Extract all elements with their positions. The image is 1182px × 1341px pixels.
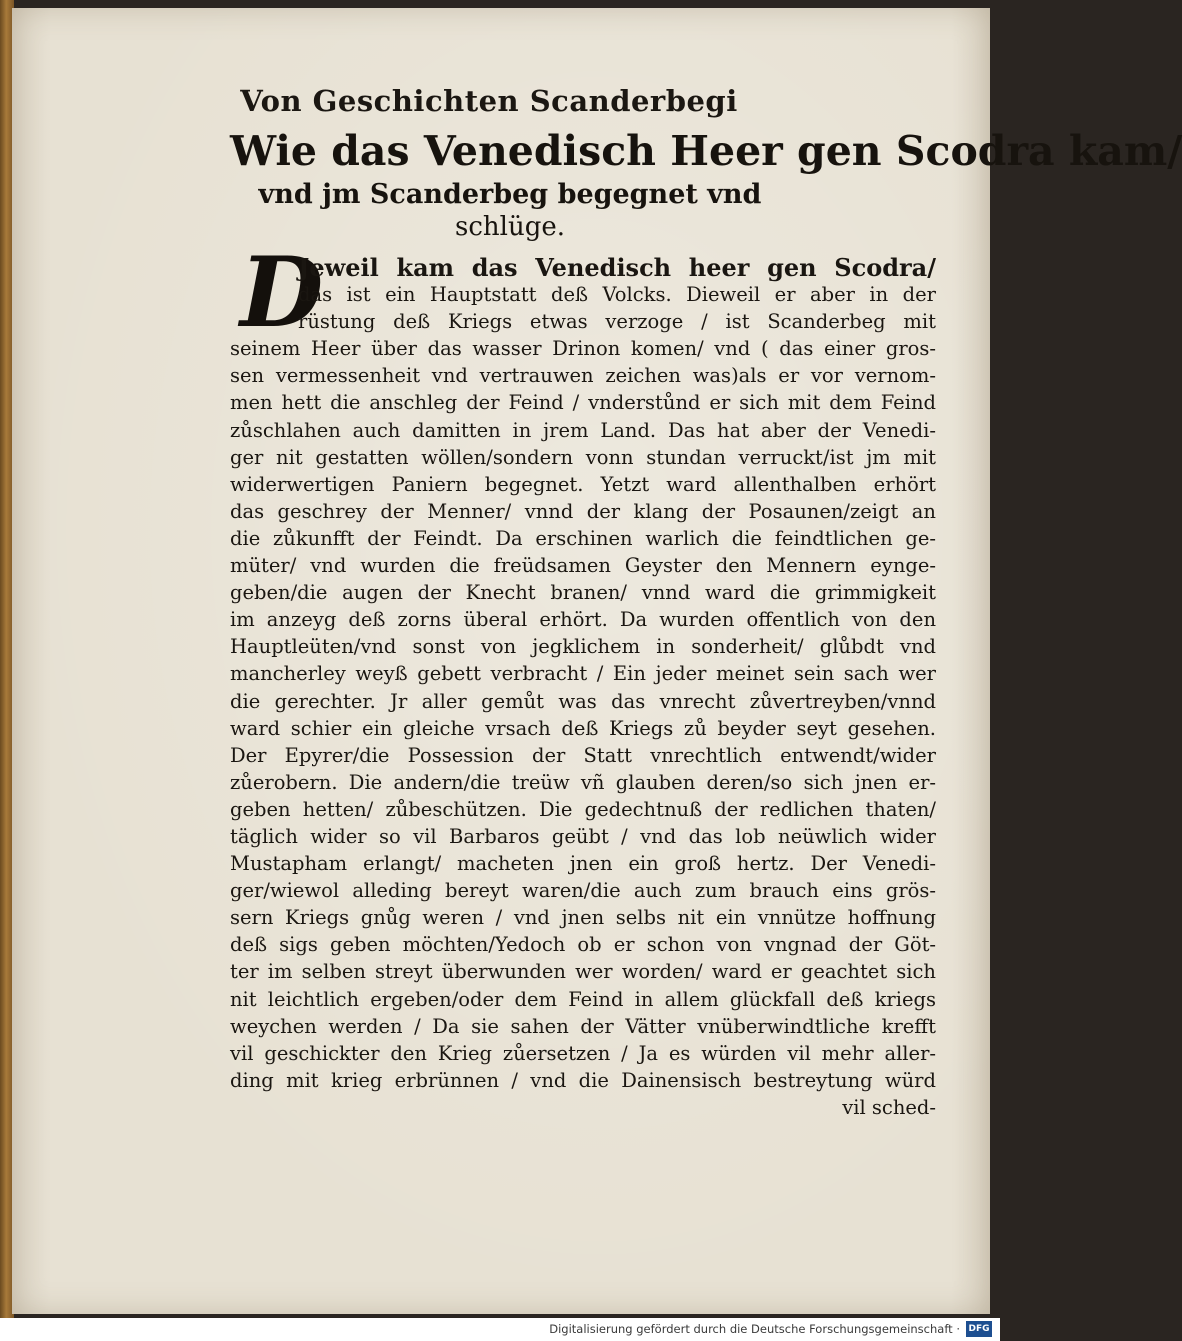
body-line: Jeweil kam das Venedisch heer gen Scodra/ <box>298 253 936 282</box>
body-line: vil geschickter den Krieg zůersetzen / Ja es würden vil mehr aller- <box>230 1041 936 1065</box>
body-line: die zůkunfft der Feindt. Da erschinen warlich die feindtlichen ge- <box>230 526 936 550</box>
body-line: ger nit gestatten wöllen/sondern vonn stundan verruckt/ist jm mit <box>230 445 936 469</box>
body-line: Der Epyrer/die Possession der Statt vnrechtlich entwendt/wider <box>230 743 936 767</box>
body-line: sern Kriegs gnůg weren / vnd jnen selbs nit ein vnnütze hoffnung <box>230 906 936 930</box>
footer-bar <box>0 1318 1000 1341</box>
body-line: täglich wider so vil Barbaros geübt / vnd das lob neüwlich wider <box>230 824 936 848</box>
body-line: mancherley weyß gebett verbracht / Ein jeder meinet sein sach wer <box>230 662 936 686</box>
body-line: das ist ein Hauptstatt deß Volcks. Dieweil er aber in der <box>298 283 936 307</box>
body-line: ter im selben streyt überwunden wer worden/ ward er geachtet sich <box>230 960 936 984</box>
body-line: zůschlahen auch damitten in jrem Land. Das hat aber der Venedi- <box>230 418 936 442</box>
body-line: ward schier ein gleiche vrsach deß Kriegs zů beyder seyt gesehen. <box>230 716 936 740</box>
body-line: im anzeyg deß zorns überal erhört. Da wurden offentlich von den <box>230 608 936 632</box>
body-line: weychen werden / Da sie sahen der Vätter vnüberwindtliche krefft <box>230 1014 936 1038</box>
body-line: geben hetten/ zůbeschützen. Die gedechtnuß der redlichen thaten/ <box>230 797 936 821</box>
body-line: geben/die augen der Knecht branen/ vnnd ward die grimmigkeit <box>230 581 936 605</box>
footer-credit: Digitalisierung gefördert durch die Deutsche Forschungsgemeinschaft · <box>549 1322 960 1336</box>
running-head: Von Geschichten Scanderbegi <box>240 84 738 118</box>
dfg-logo-icon: DFG <box>966 1321 992 1337</box>
body-line: seinem Heer über das wasser Drinon komen/ vnd ( das einer gros- <box>230 337 936 361</box>
body-line: deß sigs geben möchten/Yedoch ob er schon von vngnad der Göt- <box>230 933 936 957</box>
body-line: widerwertigen Paniern begegnet. Yetzt ward allenthalben erhört <box>230 472 936 496</box>
body-line: ger/wiewol alleding bereyt waren/die auch zum brauch eins grös- <box>230 879 936 903</box>
chapter-heading <box>230 124 1182 242</box>
heading-line-2: vnd jm Scanderbeg begegnet vnd <box>258 179 762 210</box>
body-line: müter/ vnd wurden die freüdsamen Geyster den Mennern eynge- <box>230 554 936 578</box>
body-line: Mustapham erlangt/ macheten jnen ein groß hertz. Der Venedi- <box>230 852 936 876</box>
body-text <box>230 254 936 1121</box>
heading-line-3: schlüge. <box>454 212 565 242</box>
body-line: ding mit krieg erbrünnen / vnd die Dainensisch bestreytung würd <box>230 1068 936 1092</box>
body-line: rüstung deß Kriegs etwas verzoge / ist Scanderbeg mit <box>298 310 936 334</box>
body-line: Hauptleüten/vnd sonst von jegklichem in sonderheit/ glůbdt vnd <box>230 635 936 659</box>
body-line: zůerobern. Die andern/die treüw vñ glauben deren/so sich jnen er- <box>230 770 936 794</box>
body-line: nit leichtlich ergeben/oder dem Feind in allem glückfall deß kriegs <box>230 987 936 1011</box>
heading-line-1: Wie das Venedisch Heer gen Scodra kam/ <box>230 127 1182 175</box>
body-line: vil sched- <box>842 1095 936 1119</box>
drop-cap-initial: D <box>240 236 324 349</box>
body-line: sen vermessenheit vnd vertrauwen zeichen was)als er vor vernom- <box>230 364 936 388</box>
body-line: die gerechter. Jr aller gemůt was das vnrecht zůvertreyben/vnnd <box>230 689 936 713</box>
body-line: das geschrey der Menner/ vnnd der klang der Posaunen/zeigt an <box>230 499 936 523</box>
body-line: men hett die anschleg der Feind / vnderstůnd er sich mit dem Feind <box>230 391 936 415</box>
